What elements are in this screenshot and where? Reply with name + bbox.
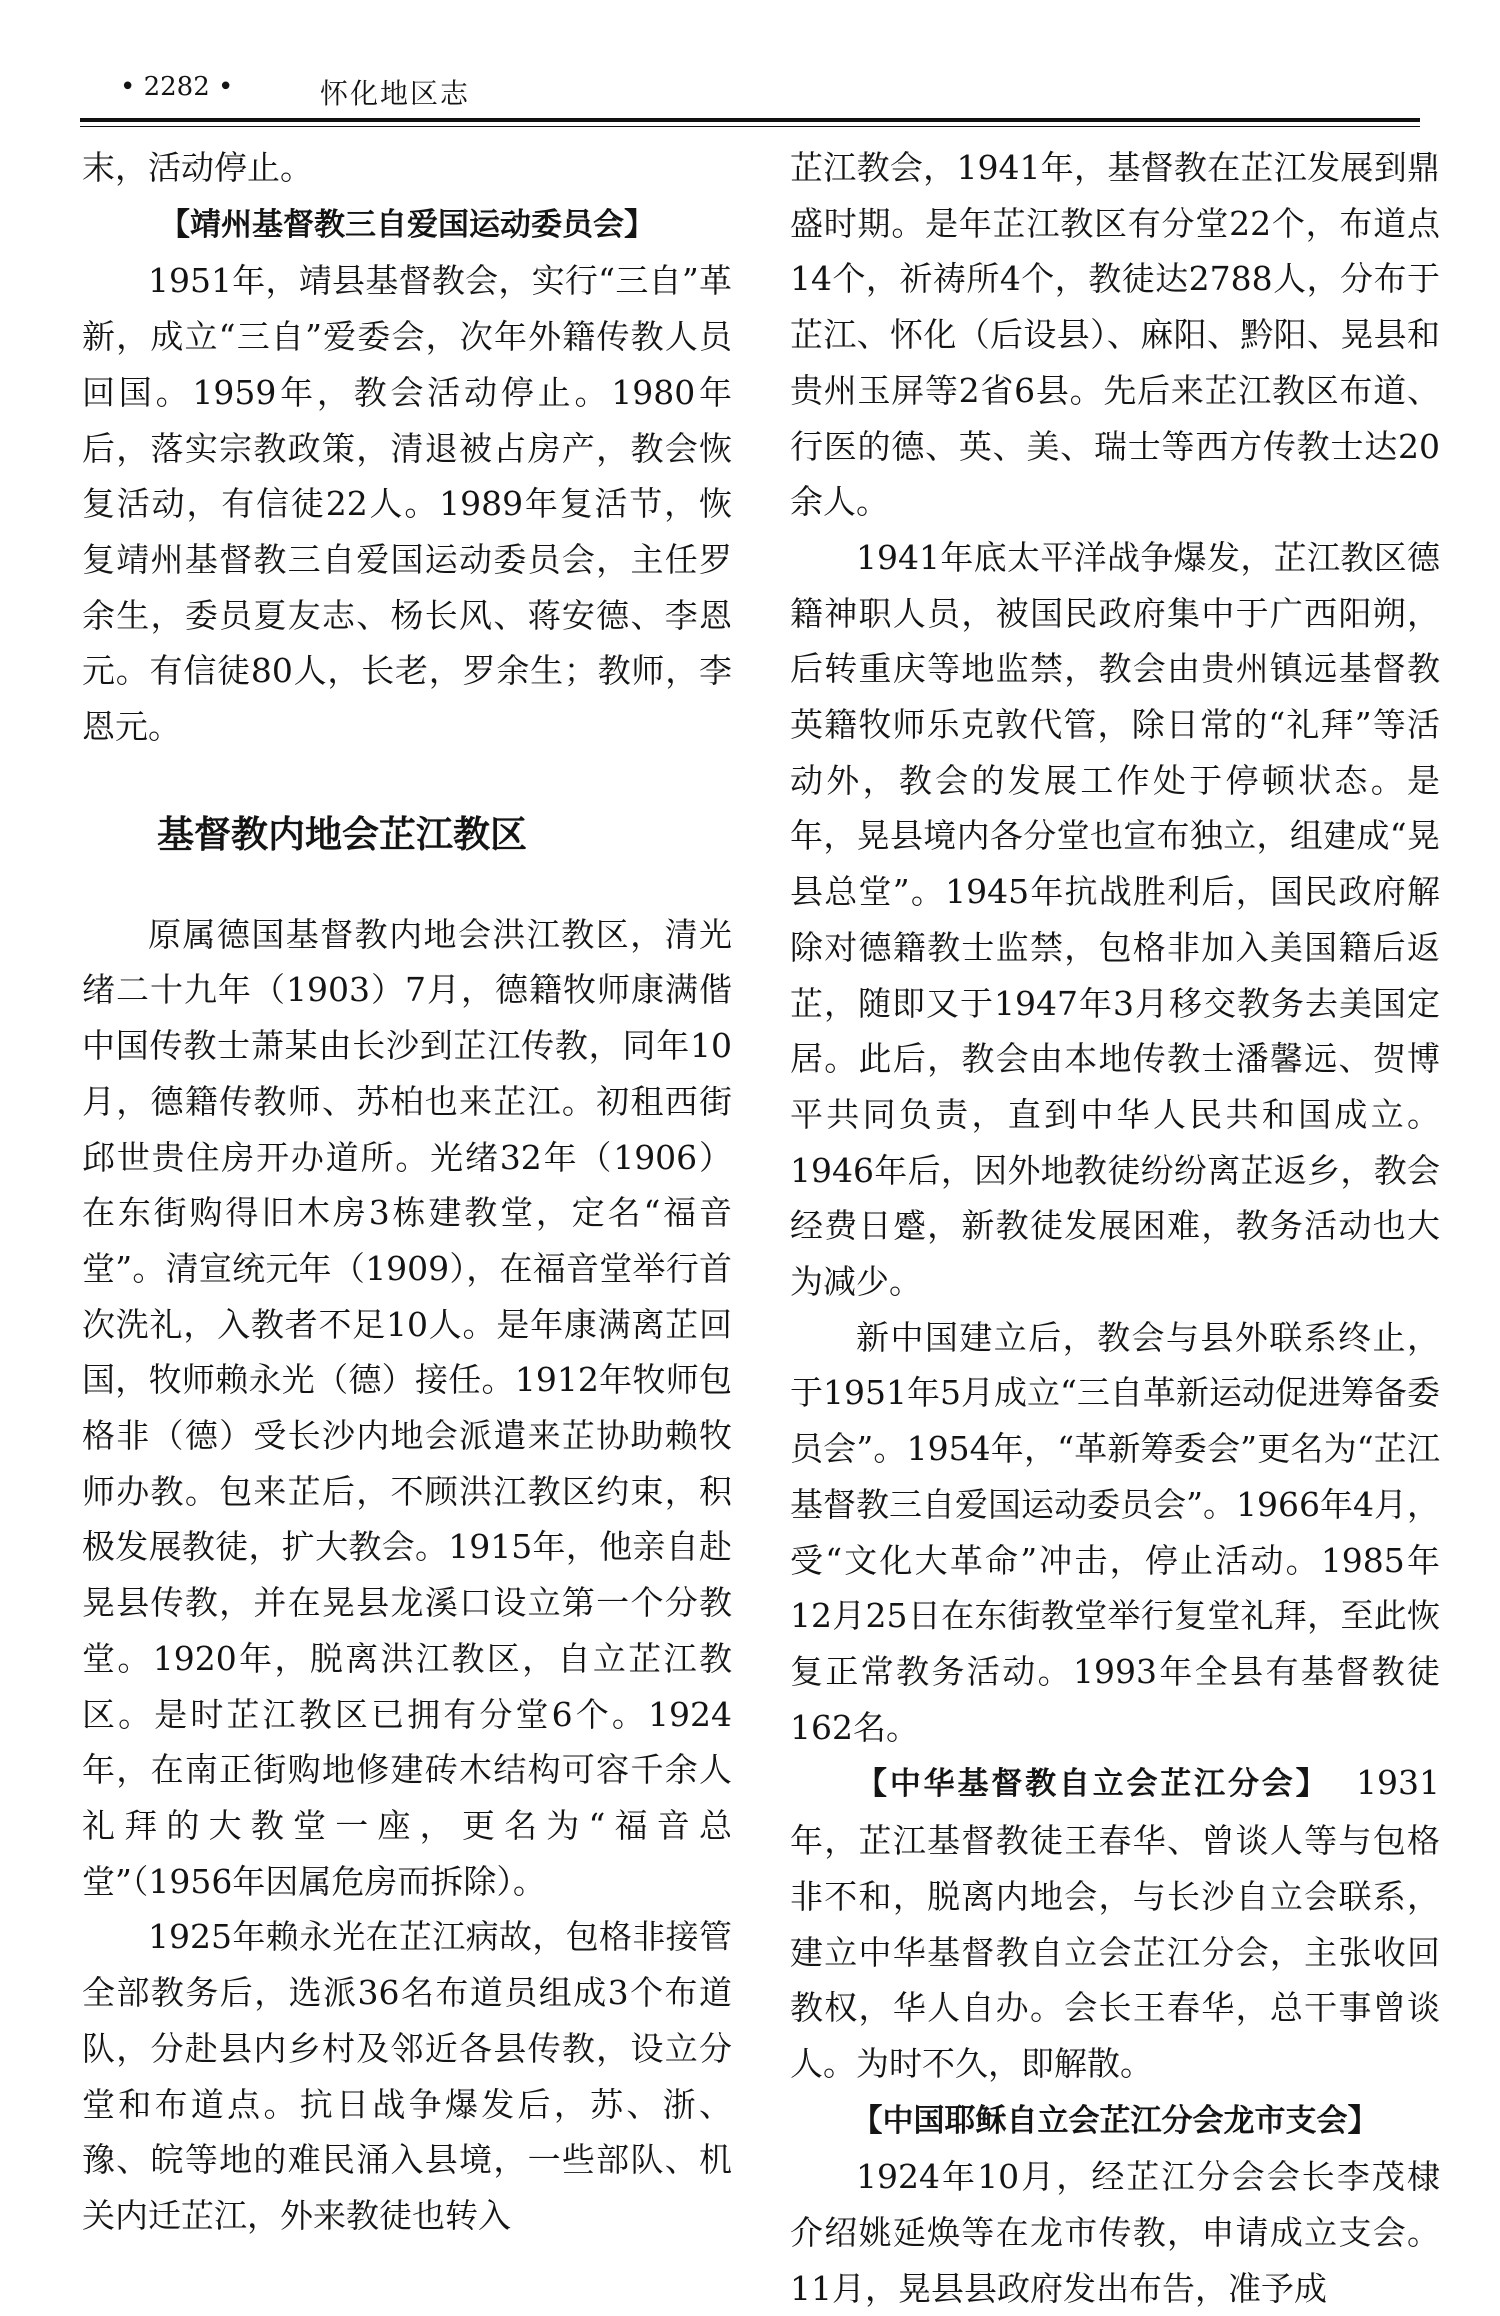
paragraph: 1951年，靖县基督教会，实行“三自”革新，成立“三自”爱委会，次年外籍传教人员回国。1959年，教会活动停止。1980年后，落实宗教政策，清退被占房产，教会恢复活动，有信徒22人。1989年复活节，恢复靖州基督教三自爱国运动委员会，主任罗余生，委员夏友志、杨长风、蒋安德、李恩元。有信徒80人，长老，罗余生；教师，李恩元。 — [82, 261, 732, 747]
header-rule-thin — [80, 126, 1420, 127]
page-number: • 2282 • — [120, 72, 234, 102]
paragraph: 原属德国基督教内地会洪江教区，清光绪二十九年（1903）7月，德籍牧师康满偕中国传教士萧某由长沙到芷江传教，同年10月，德籍传教师、苏柏也来芷江。初租西街邱世贵住房开办道所。光绪32年（1906）在东街购得旧木房3栋建教堂，定名“福音堂”。清宣统元年（1909），在福音堂举行首次洗礼，入教者不足10人。是年康满离芷回国，牧师赖永光（德）接任。1912年牧师包格非（德）受长沙内地会派遣来芷协助赖牧师办教。包来芷后，不顾洪江教区约束，积极发展教徒，扩大教会。1915年，他亲自赴晃县传教，并在晃县龙溪口设立第一个分教堂。1920年，脱离洪江教区，自立芷江教区。是时芷江教区已拥有分堂6个。1924年，在南正街购地修建砖木结构可容千余人礼拜的大教堂一座，更名为“福音总堂”（1956年因属危房而拆除）。 — [82, 914, 732, 1901]
right-column — [790, 140, 1440, 2316]
header-rule-thick — [80, 118, 1420, 122]
subheading-text: 【中国耶稣自立会芷江分会龙市支会】 — [851, 2102, 1379, 2139]
paragraph-text: 1931年，芷江基督教徒王春华、曾谈人等与包格非不和，脱离内地会，与长沙自立会联系，建立中华基督教自立会芷江分会，主张收回教权，华人自办。会长王春华，总干事曾谈人。为时不久，即解散。 — [790, 1763, 1440, 2083]
subheading — [82, 196, 732, 254]
paragraph: 1925年赖永光在芷江病故，包格非接管全部教务后，选派36名布道员组成3个布道队，分赴县内乡村及邻近各县传教，设立分堂和布道点。抗日战争爆发后，苏、浙、豫、皖等地的难民涌入县境，一些部队、机关内迁芷江，外来教徒也转入 — [82, 1917, 732, 2235]
subheading — [790, 2092, 1440, 2150]
paragraph: 1924年10月，经芷江分会会长李茂棣介绍姚延焕等在龙市传教，申请成立支会。11月，晃县县政府发出布告，准予成 — [790, 2157, 1440, 2308]
paragraph: 末，活动停止。 — [82, 148, 313, 187]
page-header — [120, 60, 1420, 120]
paragraph: 1941年底太平洋战争爆发，芷江教区德籍神职人员，被国民政府集中于广西阳朔，后转重庆等地监禁，教会由贵州镇远基督教英籍牧师乐克敦代管，除日常的“礼拜”等活动外，教会的发展工作处于停顿状态。是年，晃县境内各分堂也宣布独立，组建成“晃县总堂”。1945年抗战胜利后，国民政府解除对德籍教士监禁，包格非加入美国籍后返芷，随即又于1947年3月移交教务去美国定居。此后，教会由本地传教士潘馨远、贺博平共同负责，直到中华人民共和国成立。1946年后，因外地教徒纷纷离芷返乡，教会经费日蹙，新教徒发展困难，教务活动也大为减少。 — [790, 537, 1440, 1302]
paragraph — [790, 1755, 1440, 2091]
paragraph: 芷江教会，1941年，基督教在芷江发展到鼎盛时期。是年芷江教区有分堂22个，布道点14个，祈祷所4个，教徒达2788人，分布于芷江、怀化（后设县）、麻阳、黔阳、晃县和贵州玉屏等2省6县。先后来芷江教区布道、行医的德、英、美、瑞士等西方传教士达20余人。 — [790, 148, 1440, 522]
paragraph: 新中国建立后，教会与县外联系终止，于1951年5月成立“三自革新运动促进筹备委员会”。1954年，“革新筹委会”更名为“芷江基督教三自爱国运动委员会”。1966年4月，受“文化大革命”冲击，停止活动。1985年12月25日在东街教堂举行复堂礼拜，至此恢复正常教务活动。1993年全县有基督教徒162名。 — [790, 1317, 1440, 1747]
subheading-text: 【中华基督教自立会芷江分会】 — [856, 1766, 1330, 1803]
section-title: 基督教内地会芷江教区 — [157, 812, 527, 856]
book-title: 怀化地区志 — [320, 77, 471, 110]
left-column — [82, 140, 732, 2244]
subheading-text: 【靖州基督教三自爱国运动委员会】 — [159, 206, 655, 243]
